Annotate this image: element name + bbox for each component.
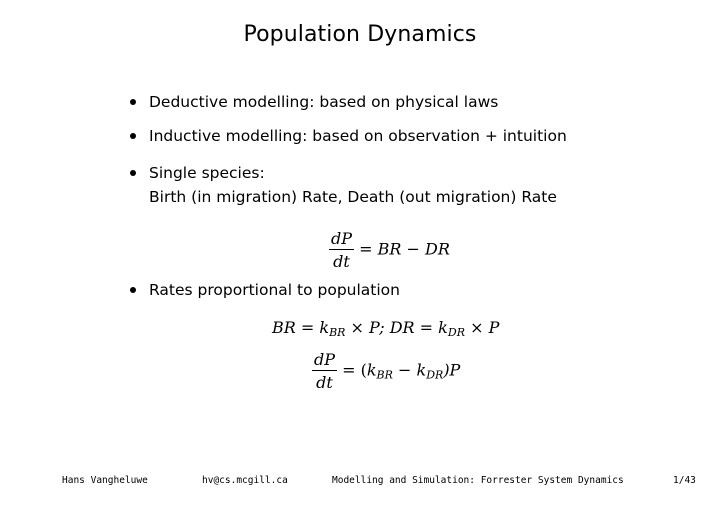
fraction-denominator: dt [333, 252, 350, 271]
bullet-item [130, 278, 400, 302]
fraction-numerator: dP [314, 350, 336, 369]
eq-sub: DR [447, 326, 465, 339]
footer-course: Modelling and Simulation: Forrester System Dynamics [332, 475, 624, 486]
eq-part: )P [443, 360, 461, 380]
fraction-denominator: dt [316, 373, 333, 392]
footer-email: hv@cs.mcgill.ca [202, 475, 288, 486]
equation-rates [272, 318, 499, 339]
bullet-text: Rates proportional to population [149, 281, 400, 299]
bullet-item [130, 124, 567, 148]
bullet-item [130, 161, 557, 209]
eq-part: − [392, 360, 417, 380]
eq-sub: DR [426, 368, 444, 382]
eq-k: k [438, 318, 448, 337]
footer-page-number: 1/43 [673, 475, 696, 486]
bullet-item [130, 90, 498, 114]
fraction [329, 229, 354, 271]
eq-part: × P [464, 318, 500, 337]
eq-k: k [416, 360, 427, 380]
bullet-subtext: Birth (in migration) Rate, Death (out migration) Rate [149, 188, 557, 206]
slide-title: Population Dynamics [243, 22, 477, 47]
equation-rhs: = BR − DR [359, 239, 450, 259]
fraction [312, 350, 337, 392]
eq-k: k [319, 318, 330, 337]
equation-net-rate [312, 350, 460, 392]
fraction-numerator: dP [331, 229, 353, 248]
eq-part: = ( [342, 360, 367, 380]
bullet-text: Inductive modelling: based on observation + intuition [149, 127, 567, 145]
bullet-text: Single species: [149, 164, 265, 182]
bullet-dot-icon [130, 133, 136, 139]
bullet-text: Deductive modelling: based on physical laws [149, 93, 499, 111]
footer-author: Hans Vangheluwe [62, 475, 148, 486]
bullet-dot-icon [130, 170, 136, 176]
eq-sub: BR [376, 368, 393, 382]
eq-k: k [366, 360, 377, 380]
eq-sub: BR [329, 326, 346, 339]
eq-part: BR = [272, 318, 320, 337]
bullet-dot-icon [130, 99, 136, 105]
equation-dp-dt [329, 229, 450, 271]
bullet-dot-icon [130, 287, 136, 293]
eq-part: × P; DR = [345, 318, 439, 337]
